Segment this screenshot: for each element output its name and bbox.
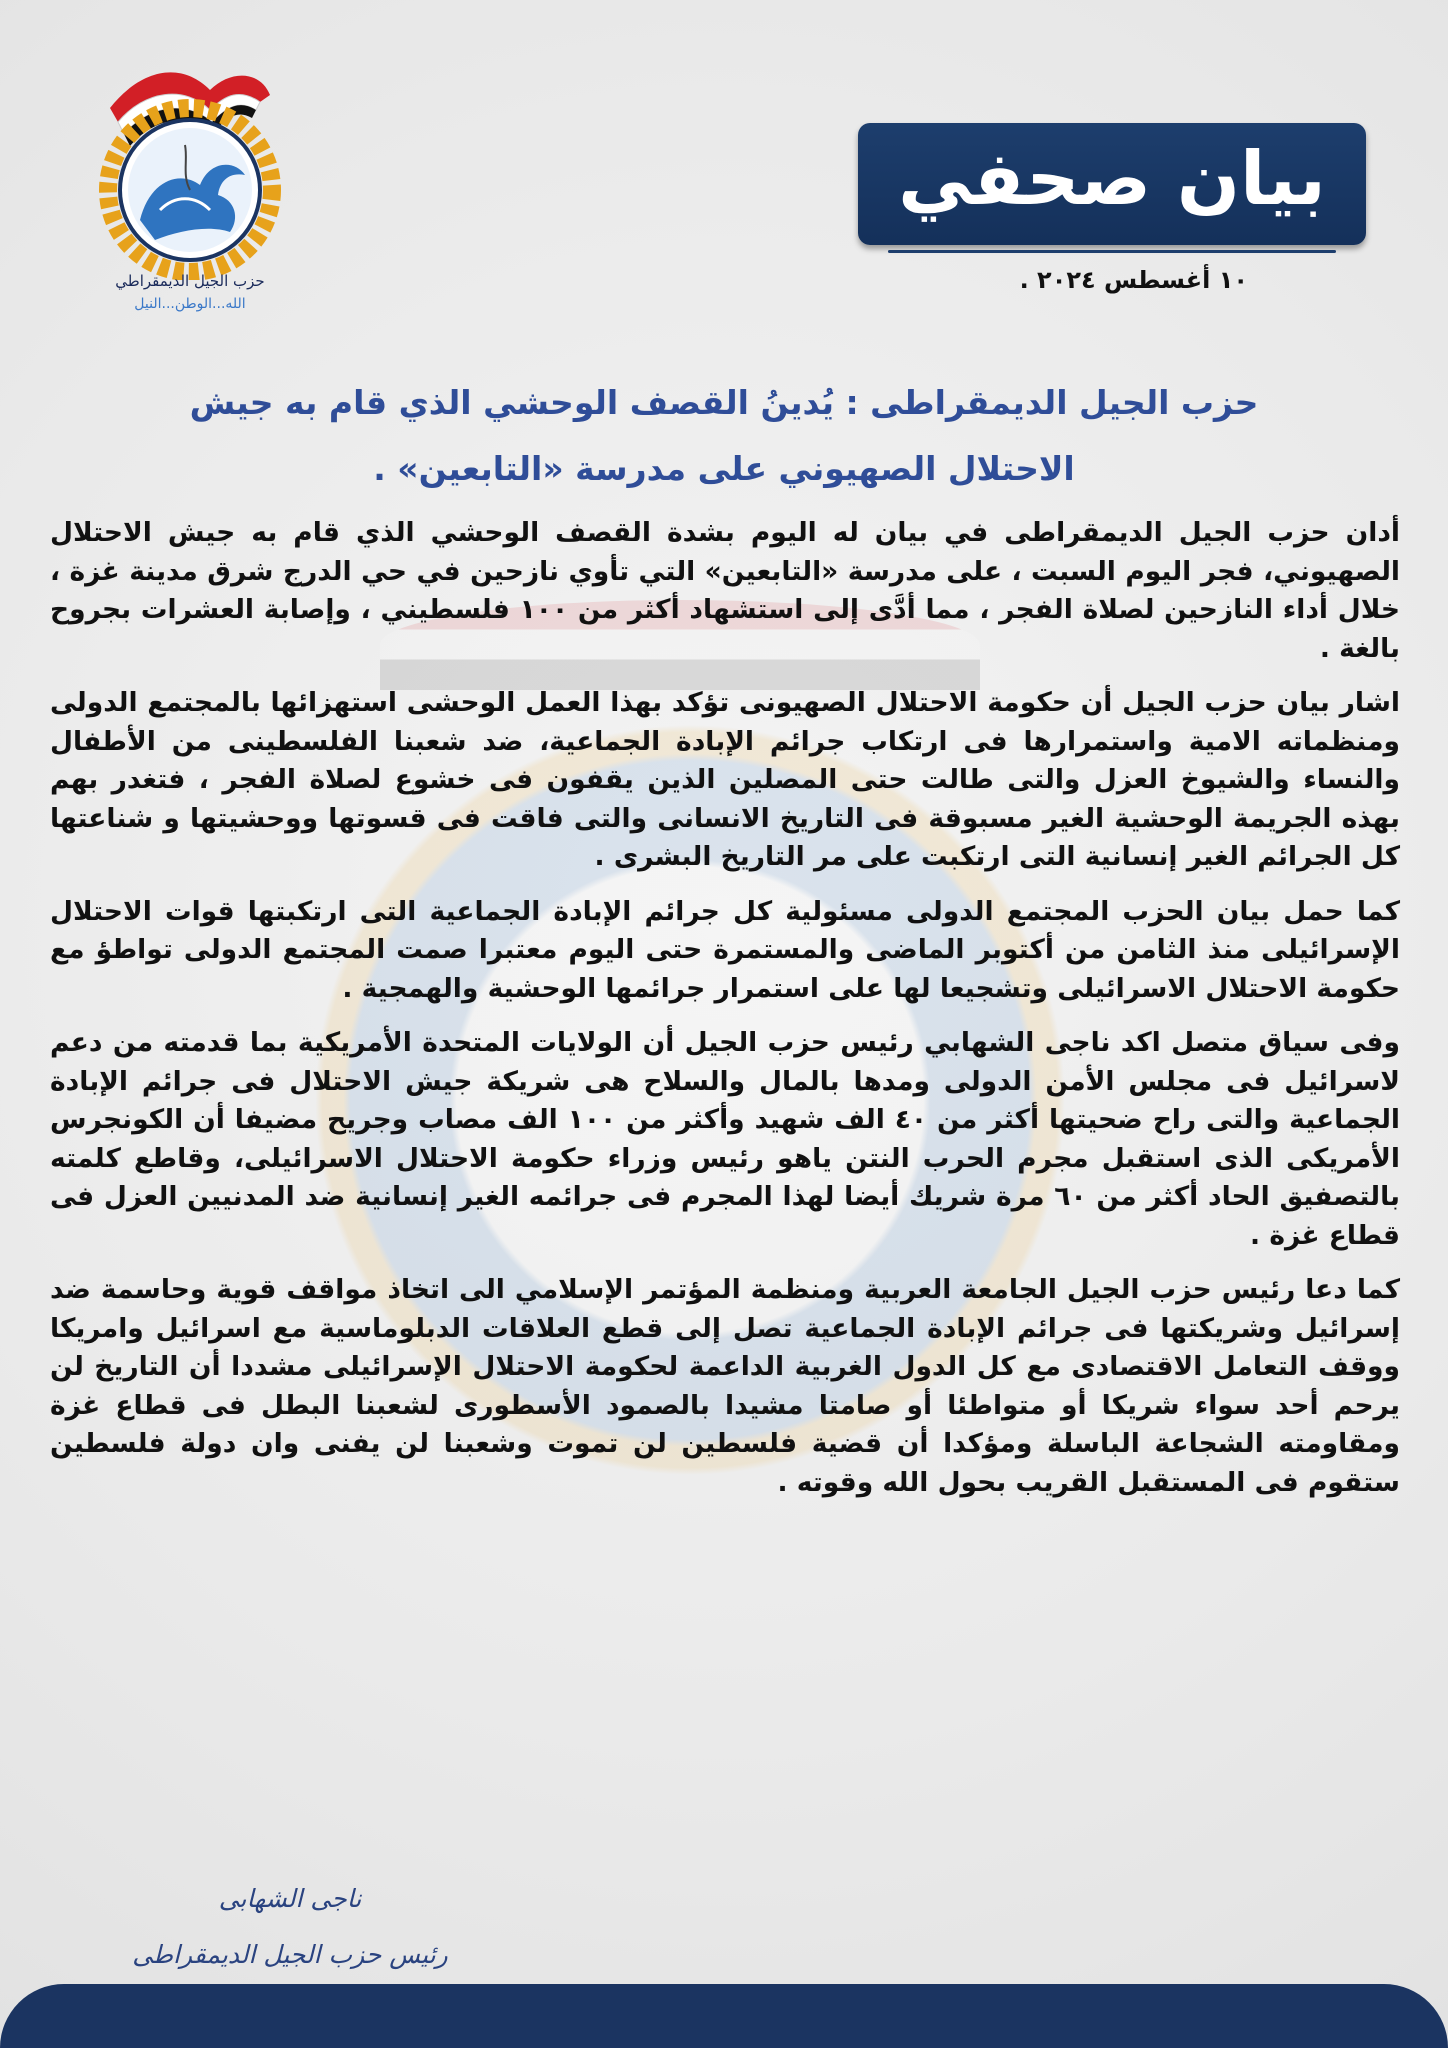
paragraph-4: وفى سياق متصل اكد ناجى الشهابي رئيس حزب الجيل أن الولايات المتحدة الأمريكية بما قدمته من دعم لاسرائيل فى مجلس الأمن الدولى ومدها بالمال والسلاح هى شريكة جيش الاحتلال فى جرائم الإبادة الجماعية والتى راح ضحيتها أكثر من ٤٠ الف شهيد وأكثر من ١٠٠ الف مصاب وجريح مضيفا أن الكونجرس الأمريكى الذى استقبل مجرم الحرب النتن ياهو رئيس وزراء حكومة الاحتلال الاسرائيلى، وقاطع كلمته بالتصفيق الحاد أكثر من ٦٠ مرة شريك أيضا لهذا المجرم فى جرائمه الغير إنسانية ضد المدنيين العزل فى قطاع غزة . [50, 1027, 1400, 1251]
paragraph-5: كما دعا رئيس حزب الجيل الجامعة العربية ومنظمة المؤتمر الإسلامي الى اتخاذ مواقف قوية وحاسمة ضد إسرائيل وشريكتها فى جرائم الإبادة الجماعية تصل إلى قطع العلاقات الدبلوماسية مع اسرائيل وامريكا ووقف التعامل الاقتصادى مع كل الدول الغربية الداعمة لحكومة الاحتلال الإسرائيلى مشددا أن التاريخ لن يرحم أحد سواء شريكا أو متواطئا أو صامتا مشيدا بالصمود الأسطورى لشعبنا البطل فى قطاع غزة ومقاومته الشجاعة الباسلة ومؤكدا أن قضية فلسطين لن تموت وشعبنا لن يفنى وان دولة فلسطين ستقوم فى المستقبل القريب بحول الله وقوته . [50, 1274, 1400, 1498]
logo-slogan: الله...الوطن...النيل [134, 296, 246, 312]
signature-name: ناجى الشهابى [218, 1884, 362, 1913]
headline-line-2: الاحتلال الصهيوني على مدرسة «التابعين» . [373, 449, 1075, 488]
headline [60, 370, 1388, 502]
headline-line-1: حزب الجيل الديمقراطى : يُدينُ القصف الوحشي الذي قام به جيش [189, 383, 1259, 422]
party-logo [60, 50, 320, 340]
party-emblem-icon [60, 50, 320, 280]
paragraph-2: اشار بيان حزب الجيل أن حكومة الاحتلال الصهيونى تؤكد بهذا العمل الوحشى استهزائها بالمجتمع الدولى ومنظماته الامية واستمرارها فى ارتكاب جرائم الإبادة الجماعية، ضد شعبنا الفلسطينى من الأطفال والنساء والشيوخ العزل والتى طالت حتى المصلين الذين يقفون فى خشوع لصلاة الفجر ، فتغدر بهم بهذه الجريمة الوحشية الغير مسبوقة فى التاريخ الانسانى والتى فاقت فى قسوتها ووحشيتها و شناعتها كل الجرائم الغير إنسانية التى ارتكبت على مر التاريخ البشرى . [50, 687, 1400, 872]
page-title: بيان صحفي [898, 136, 1326, 222]
footer-band [0, 1984, 1448, 2048]
paragraph-3: كما حمل بيان الحزب المجتمع الدولى مسئولية كل جرائم الإبادة الجماعية التى ارتكبتها قوات الاحتلال الإسرائيلى منذ الثامن من أكتوبر الماضى والمستمرة حتى اليوم معتبرا صمت المجتمع الدولى تواطؤ مع حكومة الاحتلال الاسرائيلى وتشجيعا لها على استمرار جرائمها الوحشية والهمجية . [50, 895, 1400, 1004]
logo-party-name: حزب الجيل الديمقراطي [115, 272, 265, 290]
statement-date: ١٠ أغسطس ٢٠٢٤ . [1019, 266, 1248, 294]
signature-title: رئيس حزب الجيل الديمقراطى [132, 1940, 448, 1969]
paragraph-1: أدان حزب الجيل الديمقراطى في بيان له اليوم بشدة القصف الوحشي الذي قام به جيش الاحتلال الصهيوني، فجر اليوم السبت ، على مدرسة «التابعين» التي تأوي نازحين في حي الدرج شرق مدينة غزة ، خلال أداء النازحين لصلاة الفجر ، مما أدَّى إلى استشهاد أكثر من ١٠٠ فلسطيني ، وإصابة العشرات بجروح بالغة . [50, 517, 1400, 664]
statement-body [50, 514, 1400, 1518]
title-badge [858, 123, 1366, 245]
